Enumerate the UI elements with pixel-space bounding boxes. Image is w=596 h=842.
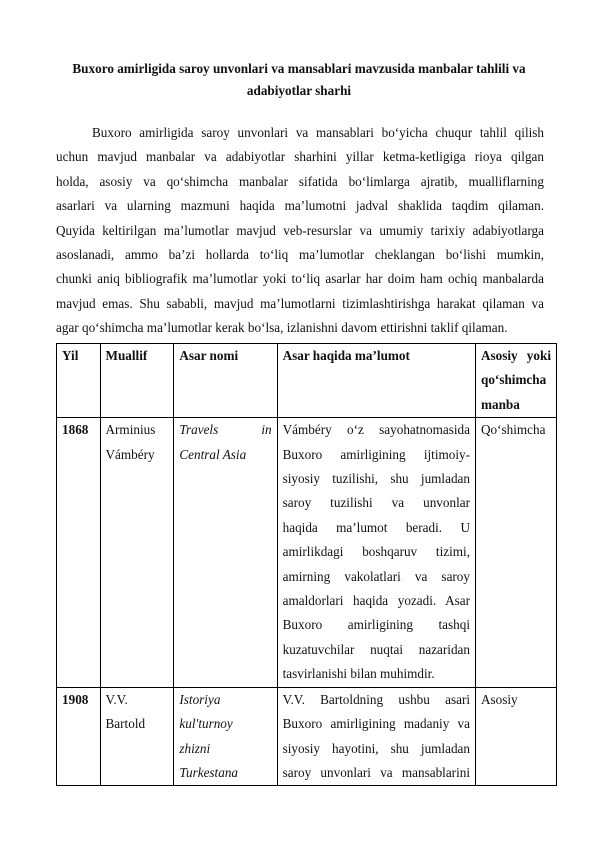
- cell-about: V.V. Bartoldning ushbu asari Buxoro amirligining madaniy va siyosiy hayotini, shu jumladan saroy unvonlari va mansablarini: [277, 687, 475, 786]
- header-author: Muallif: [100, 344, 174, 418]
- intro-line: chunki aniq bibliografik ma’lumotlar yoki to‘liq asarlar har doim ham ochiq manbalarda: [56, 271, 544, 287]
- title-line-1: Buxoro amirligida saroy unvonlari va mansablari mavzusida manbalar tahlili va: [72, 61, 526, 76]
- header-type: Asosiy yoki qo‘shimcha manba: [476, 344, 557, 418]
- header-work: Asar nomi: [174, 344, 277, 418]
- intro-line: Buxoro amirligida saroy unvonlari va mansablari bo‘yicha chuqur tahlil qilish: [92, 125, 544, 140]
- intro-line: uchun mavjud manbalar va adabiyotlar sharhini yillar ketma-ketligiga rioya qilgan: [56, 149, 544, 165]
- cell-year: 1868: [57, 418, 101, 687]
- sources-table: [56, 343, 557, 786]
- intro-line: asoslanadi, ammo ba’zi hollarda to‘liq ma’lumotlar cheklangan bo‘lishi mumkin,: [56, 246, 544, 262]
- intro-line: Quyida keltirilgan ma’lumotlar mavjud veb-resurslar va umumiy tarixiy adabiyotlarga: [56, 222, 544, 238]
- table-row: [57, 418, 557, 687]
- intro-paragraph: [56, 121, 544, 341]
- title-line-2: adabiyotlar sharhi: [246, 83, 352, 98]
- cell-about: Vámbéry o‘z sayohatnomasida Buxoro amirligining ijtimoiy- siyosiy tuzilishi, shu jumladan saroy tuzilishi va unvonlar haqida ma’lumot beradi. U amirlikdagi boshqaruv tizimi, amirning vakolatlari va saroy amaldorlari haqida yozadi. Asar Buxoro amirligining tashqi kuzatuvchilar nuqtai nazaridan tasvirlanishi bilan muhimdir.: [277, 418, 475, 687]
- cell-work: Istoriya kul'turnoy zhizni Turkestana: [174, 687, 277, 786]
- intro-line: mavjud emas. Shu sababli, mavjud ma’lumotlarni tizimlashtirishga harakat qilaman va: [56, 295, 544, 311]
- intro-line: asarlari va ularning mazmuni haqida ma’lumotni jadval shaklida taqdim qilaman.: [56, 198, 544, 214]
- cell-type: Asosiy: [476, 687, 557, 786]
- header-about: Asar haqida ma’lumot: [277, 344, 475, 418]
- table-row: [57, 687, 557, 786]
- header-year: Yil: [57, 344, 101, 418]
- intro-line: holda, asosiy va qo‘shimcha manbalar sifatida bo‘limlarga ajratib, mualliflarning: [56, 173, 544, 189]
- cell-type: Qo‘shimcha: [476, 418, 557, 687]
- intro-line: agar qo‘shimcha ma’lumotlar kerak bo‘lsa, izlanishni davom ettirishni taklif qilaman.: [56, 320, 508, 336]
- table-header-row: [57, 344, 557, 418]
- cell-author: V.V. Bartold: [100, 687, 174, 786]
- cell-year: 1908: [57, 687, 101, 786]
- cell-work: Travels in Central Asia: [174, 418, 277, 687]
- document-title: [56, 58, 542, 102]
- cell-author: Arminius Vámbéry: [100, 418, 174, 687]
